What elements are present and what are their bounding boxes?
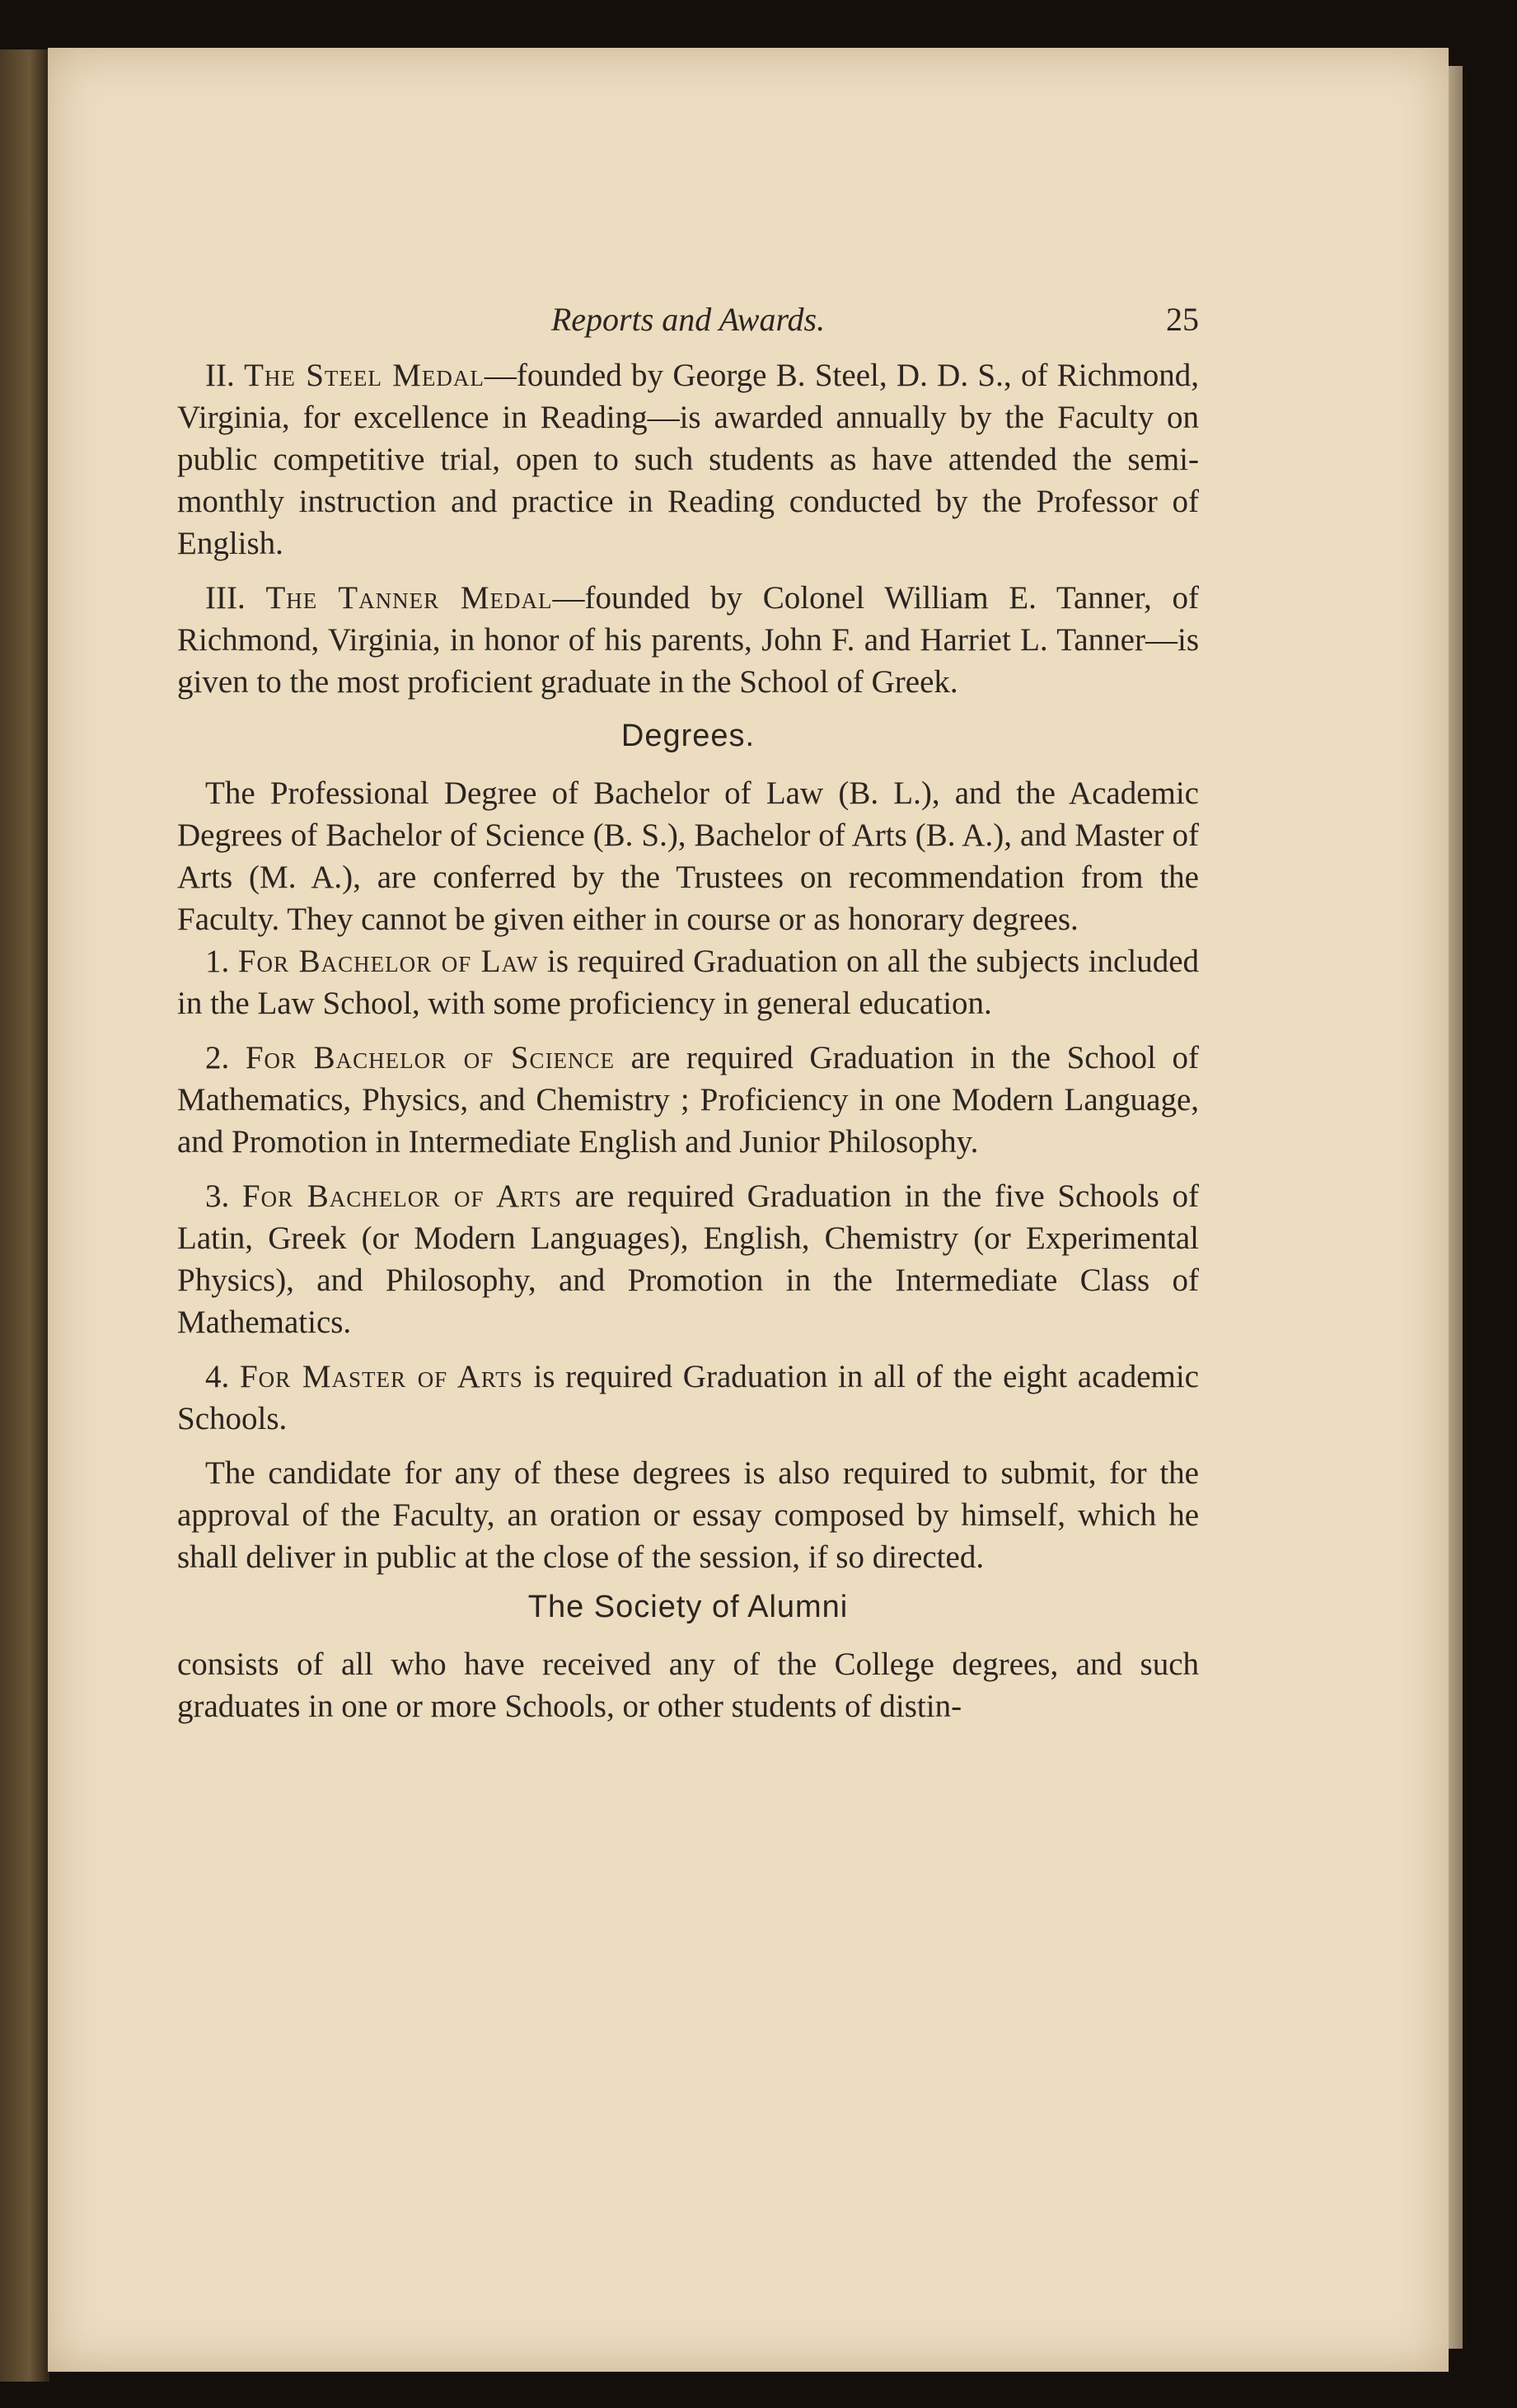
- alumni-paragraph: consists of all who have received any of the College degrees, and such graduates in one or more Schools, or other students of distin-: [177, 1647, 1199, 1724]
- degree-item-text: are required Graduation in the five Schools of Latin, Greek (or Modern Languages), English, Chemistry (or Experimental Physics), and Philosophy, and Promotion in the Intermediate Class of Mathematics.: [177, 1178, 1199, 1340]
- degree-item-number: 2.: [205, 1040, 230, 1075]
- degree-item-bachelor-of-science: [177, 1037, 1199, 1163]
- tanner-medal-title: The Tanner Medal: [265, 580, 553, 616]
- tanner-medal-numeral: III.: [205, 580, 246, 616]
- degree-item-bachelor-of-arts: [177, 1175, 1199, 1343]
- tanner-medal-text: —founded by Colonel William E. Tanner, of Richmond, Virginia, in honor of his parents, John F. and Harriet L. Tanner—is given to the most proficient graduate in the School of Greek.: [177, 580, 1199, 700]
- alumni-heading: The Society of Alumni: [527, 1590, 849, 1624]
- steel-medal-text: —founded by George B. Steel, D. D. S., of Richmond, Virginia, for excellence in Reading—is awarded annually by the Faculty on public competitive trial, open to such students as have attended the semi-monthly instruction and practice in Reading conducted by the Professor of English.: [177, 358, 1200, 561]
- degree-item-title: For Bachelor of Arts: [241, 1178, 563, 1214]
- degrees-closing: The candidate for any of these degrees is also required to submit, for the approval of the Faculty, an oration or essay composed by himself, which he shall deliver in public at the close of the session, if so directed.: [177, 1455, 1199, 1575]
- degree-item-master-of-arts: [177, 1356, 1199, 1440]
- degree-item-number: 1.: [205, 944, 230, 979]
- degree-item-title: For Bachelor of Law: [237, 944, 539, 979]
- page-number: 25: [1166, 301, 1199, 338]
- tanner-medal-paragraph: [177, 577, 1199, 703]
- degree-item-number: 3.: [205, 1178, 230, 1214]
- degree-item-text: is required Graduation on all the subjects included in the Law School, with some proficiency in general education.: [177, 944, 1200, 1021]
- steel-medal-paragraph: [177, 354, 1199, 565]
- degree-item-bachelor-of-law: [177, 940, 1199, 1024]
- degree-item-text: are required Graduation in the School of Mathematics, Physics, and Chemistry ; Proficiency in one Modern Language, and Promotion in Intermediate English and Junior Philosophy.: [177, 1040, 1200, 1159]
- page-body: [177, 354, 1199, 1740]
- degrees-heading: Degrees.: [620, 719, 756, 753]
- degree-item-title: For Master of Arts: [239, 1359, 523, 1394]
- page-header: [177, 300, 1199, 349]
- degrees-intro: The Professional Degree of Bachelor of Law (B. L.), and the Academic Degrees of Bachelor of Science (B. S.), Bachelor of Arts (B. A.), and Master of Arts (M. A.), are conferred by the Trustees on recommendation from the Faculty. They cannot be given either in course or as honorary degrees.: [177, 775, 1199, 937]
- degree-item-number: 4.: [205, 1359, 230, 1394]
- degree-item-text: is required Graduation in all of the eight academic Schools.: [177, 1359, 1199, 1436]
- steel-medal-numeral: II.: [205, 358, 235, 393]
- steel-medal-title: The Steel Medal: [244, 358, 485, 393]
- running-head: Reports and Awards.: [550, 301, 826, 338]
- degree-item-title: For Bachelor of Science: [245, 1040, 616, 1075]
- book-spine-edge: [0, 49, 49, 2382]
